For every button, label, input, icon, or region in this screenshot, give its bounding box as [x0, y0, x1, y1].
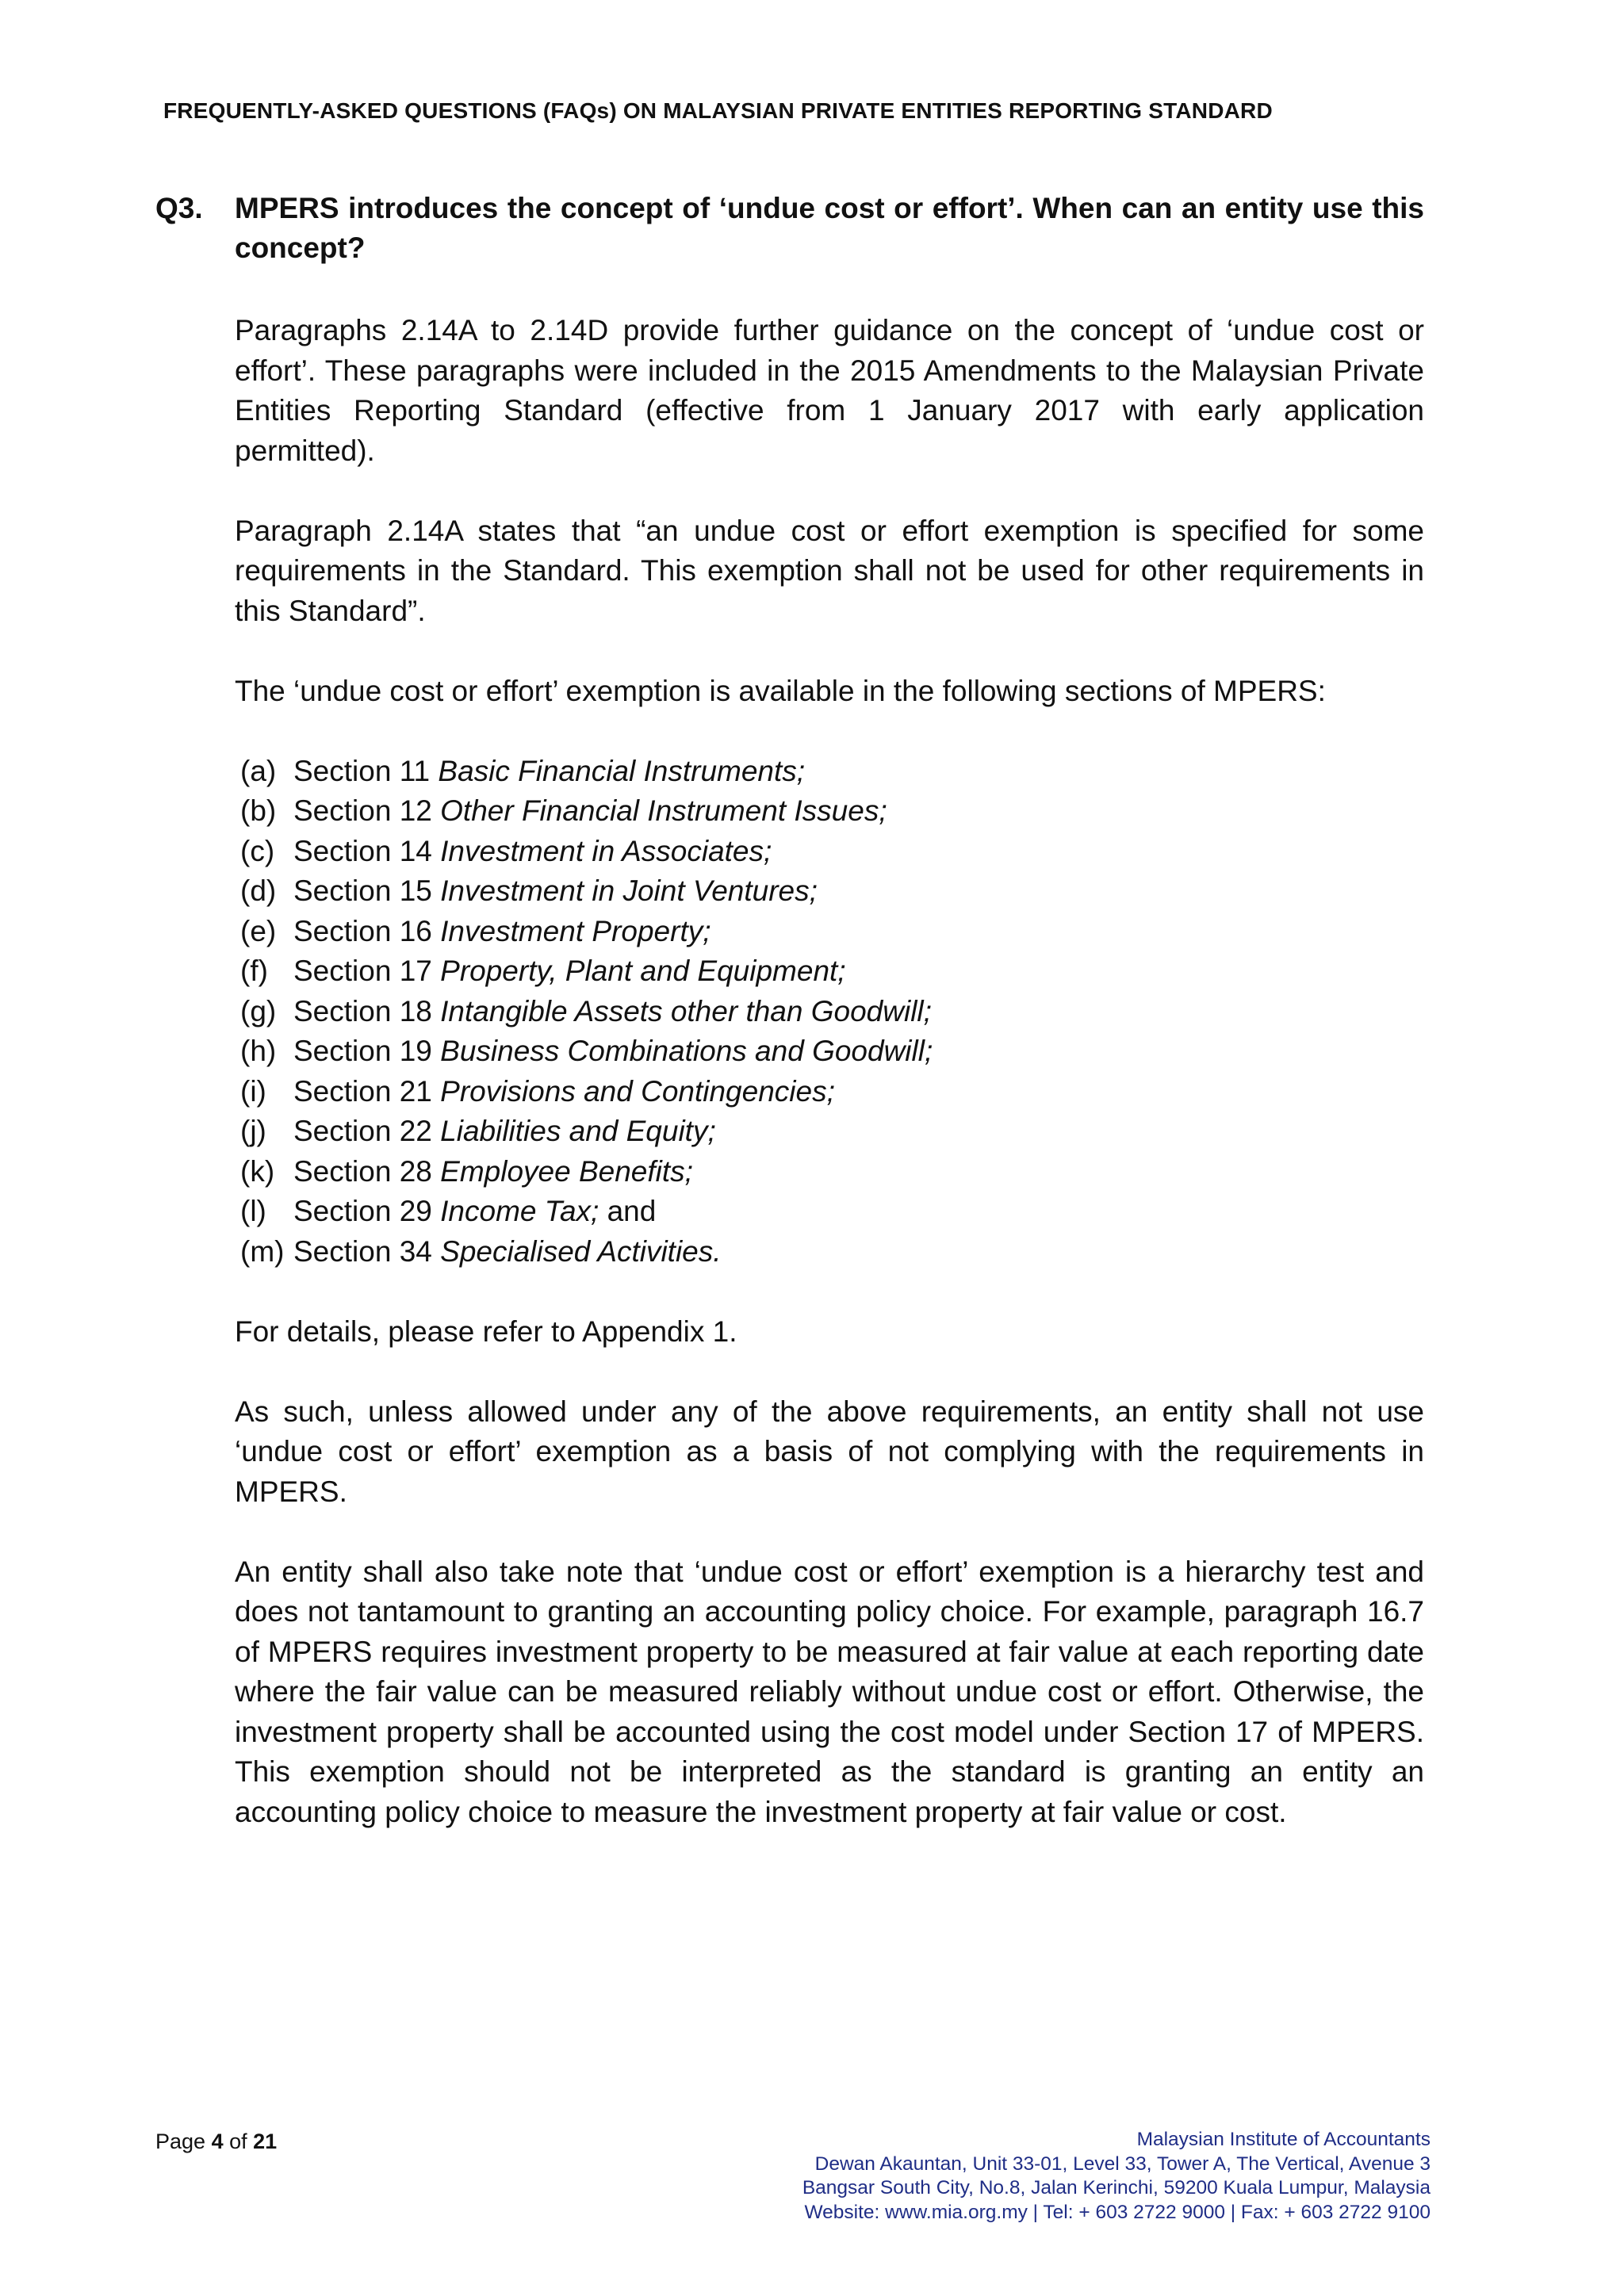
section-title: Specialised Activities.	[440, 1234, 722, 1268]
footer-contact-line: Website: www.mia.org.my | Tel: + 603 2722 9000 | Fax: + 603 2722 9100	[804, 2201, 1431, 2223]
section-number: Section 15	[293, 874, 432, 907]
list-item-marker: (f)	[240, 955, 268, 987]
section-number: Section 28	[293, 1154, 432, 1188]
section-number: Section 17	[293, 955, 432, 987]
section-title: Basic Financial Instruments;	[438, 754, 806, 787]
section-number: Section 16	[293, 914, 432, 947]
section-number: Section 11	[293, 754, 431, 787]
section-number: Section 19	[293, 1035, 432, 1067]
section-number: Section 18	[293, 994, 432, 1027]
question-number: Q3.	[155, 192, 203, 224]
section-number: Section 21	[293, 1074, 432, 1108]
list-item	[235, 1112, 1424, 1152]
paragraph-guidance: Paragraphs 2.14A to 2.14D provide further guidance on the concept of ‘undue cost or effort’. These paragraphs were included in the 2015 Amendments to the Malaysian Private Entities Reporting Standard (effective from 1 January 2017 with early application permitted).	[235, 314, 1424, 467]
footer-address-line2: Bangsar South City, No.8, Jalan Kerinchi, 59200 Kuala Lumpur, Malaysia	[802, 2177, 1431, 2198]
list-item-marker: (k)	[240, 1154, 275, 1188]
section-number: Section 12	[293, 794, 432, 827]
list-item-marker: (g)	[240, 994, 277, 1027]
sections-list	[235, 752, 1424, 1272]
page-of: of	[223, 2130, 254, 2153]
list-item	[235, 832, 1424, 872]
list-item	[235, 1031, 1424, 1072]
paragraph-not-comply: As such, unless allowed under any of the above requirements, an entity shall not use ‘undue cost or effort’ exemption as a basis of not complying with the requirements in MPERS.	[235, 1395, 1424, 1508]
section-title: Investment Property;	[440, 914, 711, 947]
page-number	[155, 2130, 277, 2154]
list-item-marker: (j)	[240, 1115, 266, 1147]
section-title: Employee Benefits;	[440, 1154, 693, 1188]
page-prefix: Page	[155, 2130, 212, 2153]
section-title: Income Tax;	[440, 1195, 599, 1227]
paragraph-hierarchy-test: An entity shall also take note that ‘undue cost or effort’ exemption is a hierarchy test and does not tantamount to granting an accounting policy choice. For example, paragraph 16.7 of MPERS requires investment property to be measured at fair value at each reporting date where the fair value can be measured reliably without undue cost or effort. Otherwise, the investment property shall be accounted using the cost model under Section 17 of MPERS. This exemption should not be interpreted as the standard is granting an entity an accounting policy choice to measure the investment property at fair value or cost.	[235, 1555, 1424, 1828]
section-title: Business Combinations and Goodwill;	[440, 1035, 933, 1067]
list-item-marker: (c)	[240, 834, 275, 867]
list-item-marker: (a)	[240, 754, 277, 787]
section-number: Section 22	[293, 1115, 432, 1147]
section-title: Other Financial Instrument Issues;	[440, 794, 887, 827]
list-item	[235, 752, 1424, 792]
section-title: Provisions and Contingencies;	[440, 1074, 835, 1108]
question-text: MPERS introduces the concept of ‘undue cost or effort’. When can an entity use this concept?	[235, 192, 1424, 264]
section-number: Section 34	[293, 1234, 432, 1268]
list-item-marker: (i)	[240, 1074, 266, 1108]
list-item	[235, 1072, 1424, 1112]
section-number: Section 14	[293, 834, 432, 867]
section-title: Property, Plant and Equipment;	[440, 955, 846, 987]
list-item-marker: (l)	[240, 1195, 266, 1227]
footer-org-name: Malaysian Institute of Accountants	[1136, 2129, 1431, 2150]
list-item-marker: (b)	[240, 794, 277, 827]
list-item-marker: (d)	[240, 874, 277, 907]
list-item-marker: (e)	[240, 914, 277, 947]
list-item	[235, 1152, 1424, 1192]
paragraph-sections-intro: The ‘undue cost or effort’ exemption is available in the following sections of MPERS:	[235, 674, 1326, 707]
section-title: Intangible Assets other than Goodwill;	[440, 994, 932, 1027]
list-item	[235, 871, 1424, 912]
section-title: Liabilities and Equity;	[440, 1115, 716, 1147]
footer-contact-block	[638, 2128, 1431, 2225]
list-item	[235, 992, 1424, 1032]
list-item	[235, 791, 1424, 832]
list-item	[235, 1192, 1424, 1232]
list-item	[235, 912, 1424, 952]
list-item	[235, 1232, 1424, 1272]
list-item-marker: (h)	[240, 1035, 277, 1067]
document-header-title: FREQUENTLY-ASKED QUESTIONS (FAQs) ON MALAYSIAN PRIVATE ENTITIES REPORTING STANDARD	[163, 98, 1273, 123]
list-item-marker: (m)	[240, 1234, 285, 1268]
footer-address-line1: Dewan Akauntan, Unit 33-01, Level 33, Tower A, The Vertical, Avenue 3	[814, 2152, 1431, 2175]
section-title: Investment in Joint Ventures;	[440, 874, 818, 907]
list-item	[235, 951, 1424, 992]
page-current: 4	[211, 2130, 224, 2153]
section-suffix: and	[599, 1195, 657, 1227]
answer-body	[235, 311, 1424, 1873]
section-title: Investment in Associates;	[440, 834, 772, 867]
paragraph-2-14a: Paragraph 2.14A states that “an undue cost or effort exemption is specified for some requirements in the Standard. This exemption shall not be used for other requirements in this Standard”.	[235, 514, 1424, 627]
paragraph-appendix-ref: For details, please refer to Appendix 1.	[235, 1314, 737, 1348]
page-total: 21	[253, 2130, 278, 2153]
section-number: Section 29	[293, 1195, 432, 1227]
